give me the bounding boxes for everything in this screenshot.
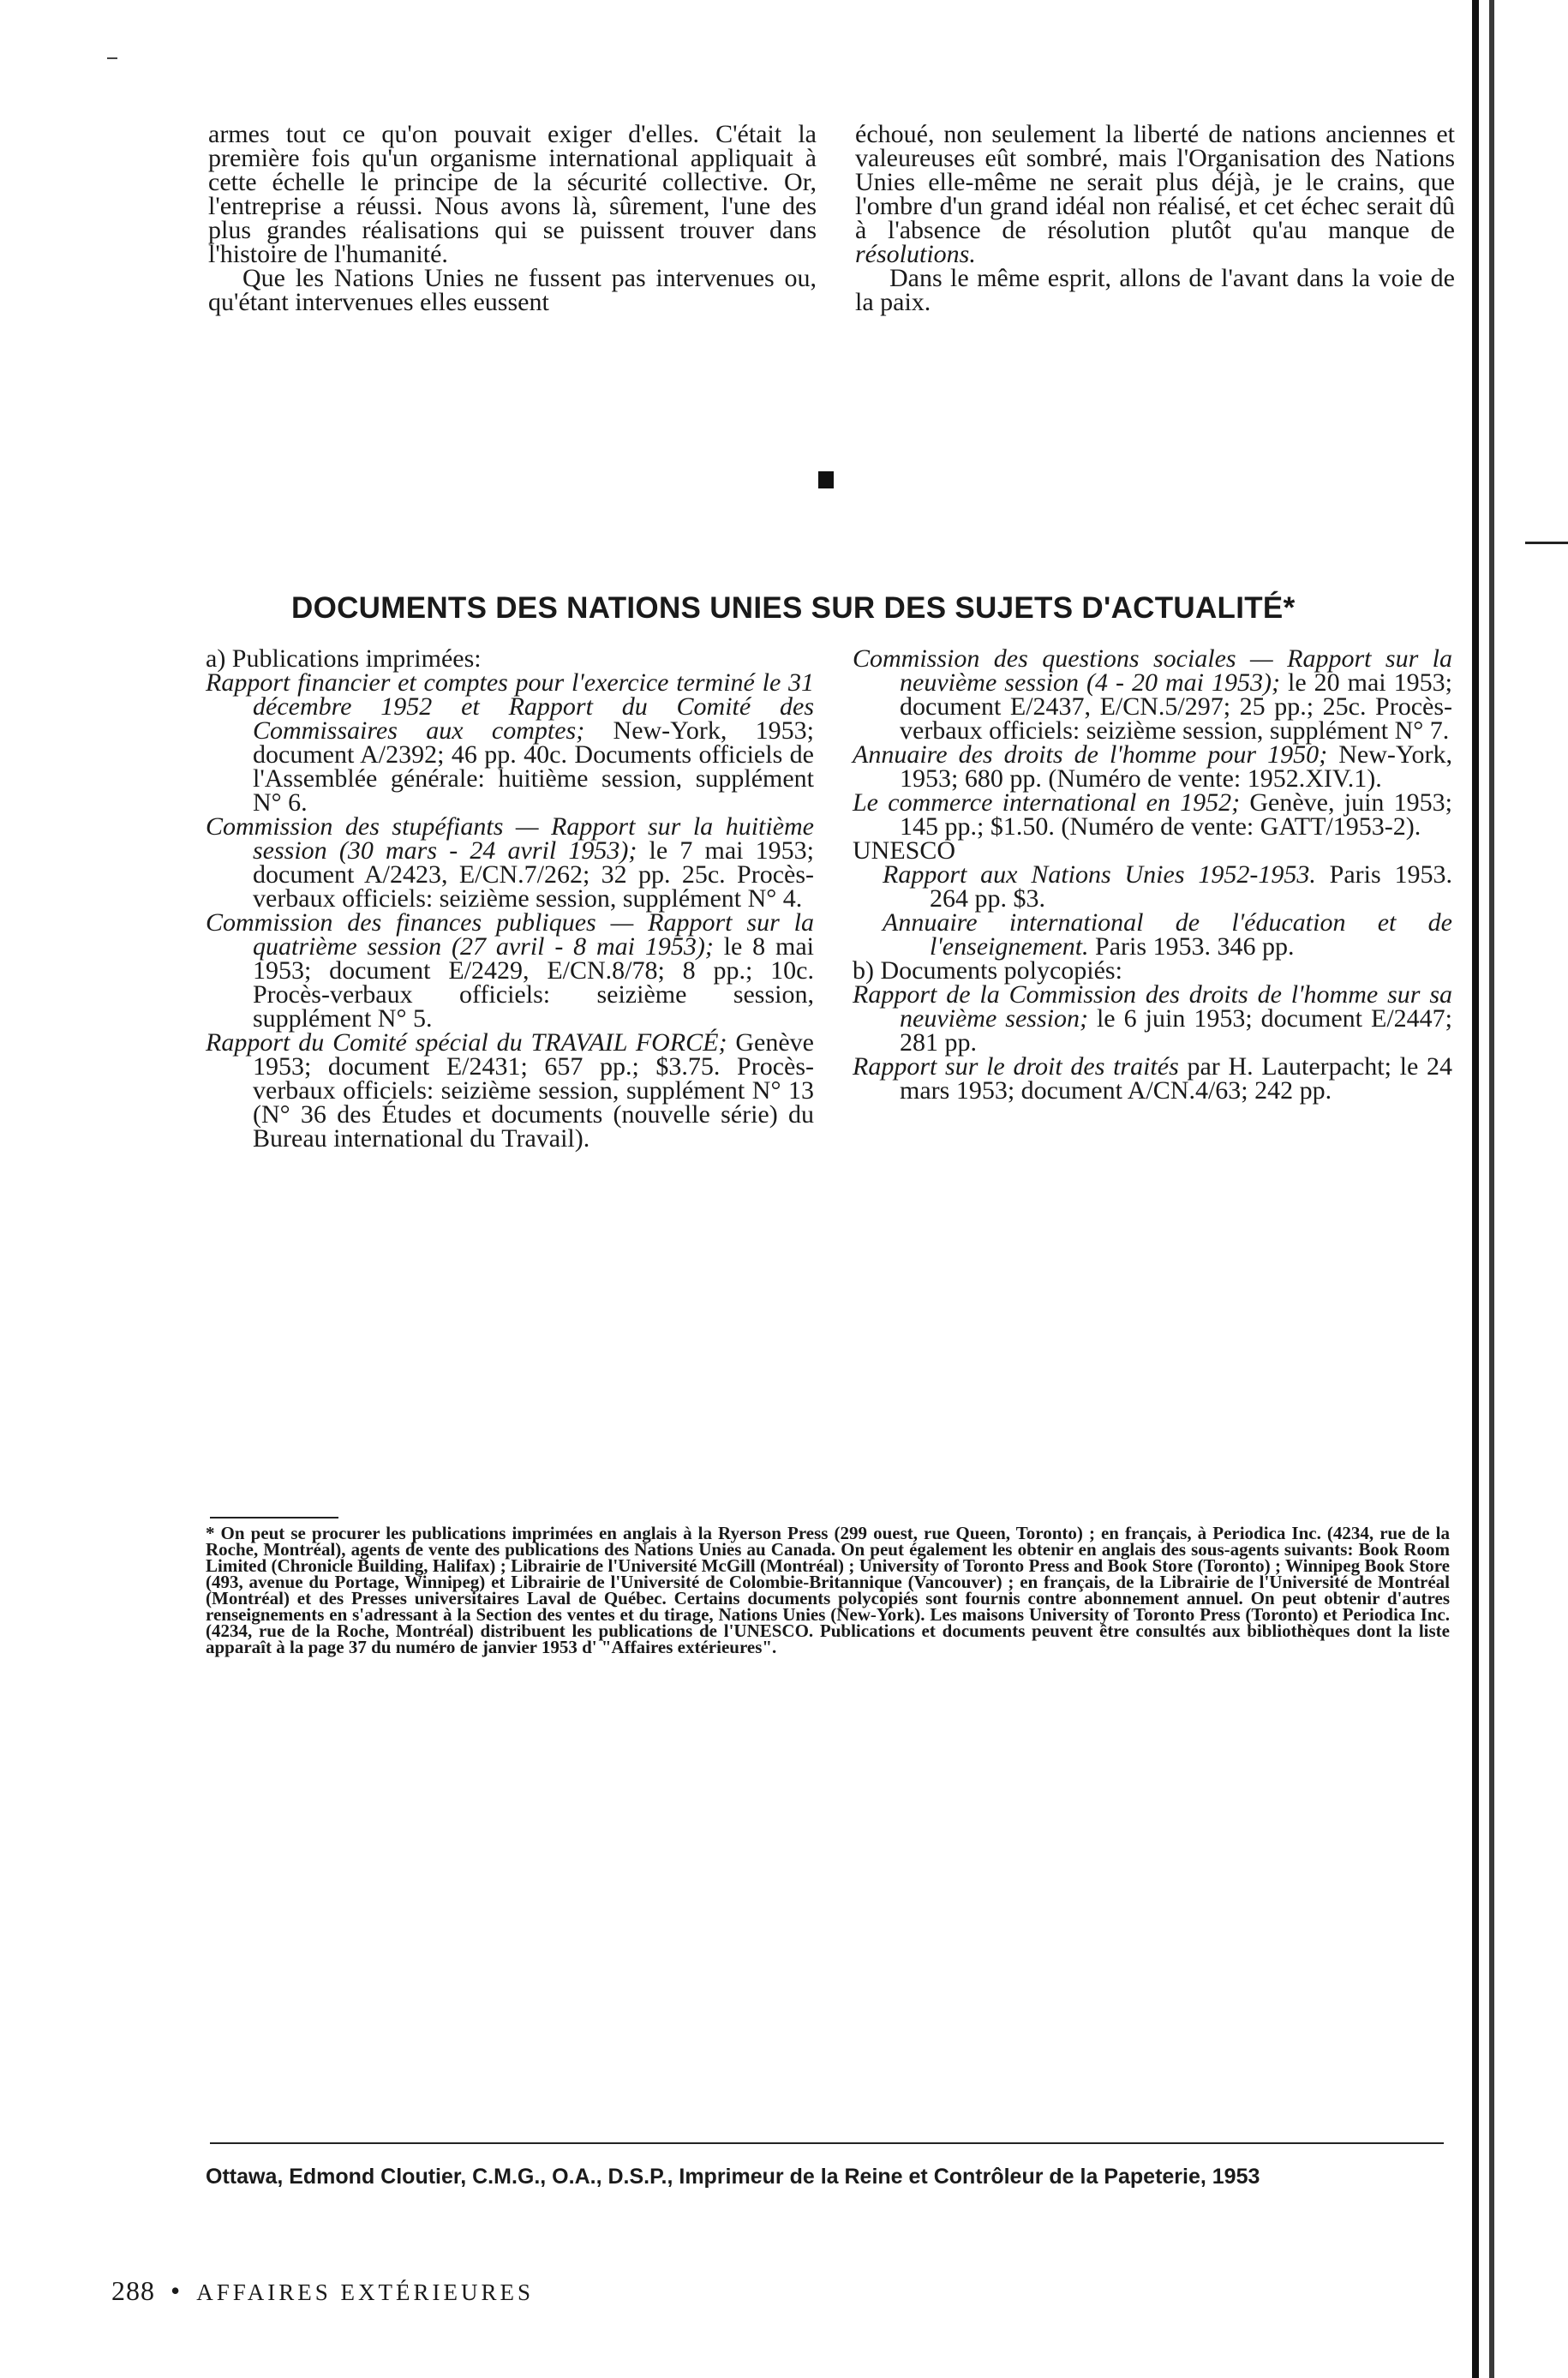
section-heading: DOCUMENTS DES NATIONS UNIES SUR DES SUJETS D'ACTUALITÉ* xyxy=(291,591,1296,625)
footnote: * On peut se procurer les publications imprimées en anglais à la Ryerson Press (299 ouest, rue Queen, Toronto) ; en français, à Periodica Inc. (4234, rue de la Roche, Montréal), agents de vente des publications des Nations Unies au Canada. On peut également les obtenir en anglais des sous-agents suivants: Book Room Limited (Chronicle Building, Halifax) ; Librairie de l'Université McGill (Montréal) ; University of Toronto Press and Book Store (Toronto) ; Winnipeg Book Store (493, avenue du Portage, Winnipeg) et Librairie de l'Université de Colombie-Britannique (Vancouver) ; en français, de la Librairie de l'Université de Montréal (Montréal) et des Presses universitaires Laval de Québec. Certains documents polycopiés sont fournis contre abonnement annuel. On peut obtenir d'autres renseignements en s'adressant à la Section des ventes et du tirage, Nations Unies (New-York). Les maisons University of Toronto Press (Toronto) et Periodica Inc. (4234, rue de la Roche, Montréal) distribuent les publications de l'UNESCO. Publications et documents peuvent être consultés aux bibliothèques dont la liste apparaît à la page 37 du numéro de janvier 1953 d' "Affaires extérieures". xyxy=(206,1523,1450,1657)
document-title: Commission des questions sociales — Rapport sur la neuvième session (4 - 20 mai 1953); xyxy=(853,644,1452,697)
top-right-column xyxy=(855,120,1455,316)
document-title: Rapport financier et comptes pour l'exercice terminé le 31 décembre 1952 et Rapport du Comité des Commissaires aux comptes; xyxy=(206,668,814,745)
document-title: Commission des stupéfiants — Rapport sur la huitième session (30 mars - 24 avril 1953); xyxy=(206,812,814,865)
document-entry xyxy=(206,668,814,817)
document-details: Genève, juin 1953; 145 pp.; $1.50. (Numéro de vente: GATT/1953-2). xyxy=(900,788,1452,841)
document-details: par H. Lauterpacht; le 24 mars 1953; document A/CN.4/63; 242 pp. xyxy=(900,1052,1453,1105)
document-title: Annuaire international de l'éducation et de l'enseignement. xyxy=(883,908,1452,961)
page-footer xyxy=(111,2275,534,2307)
margin-mark xyxy=(1525,542,1568,544)
document-details: Genève 1953; document E/2431; 657 pp.; $3.75. Procès-verbaux officiels: seizième session, supplément N° 13 (N° 36 des Études et documents (nouvelle série) du Bureau international du Travail). xyxy=(253,1028,814,1153)
top-left-column xyxy=(208,120,817,316)
document-details: le 8 mai 1953; document E/2429, E/CN.8/78; 8 pp.; 10c. Procès-verbaux officiels: seizième session, supplément N° 5. xyxy=(253,932,815,1033)
document-details: le 7 mai 1953; document A/2423, E/CN.7/262; 32 pp. 25c. Procès-verbaux officiels: seizième session, supplément N° 4. xyxy=(253,836,814,913)
left-paragraph-2: Que les Nations Unies ne fussent pas intervenues ou, qu'étant intervenues elles eussent xyxy=(208,264,817,316)
page-edge-border xyxy=(1472,0,1479,2378)
document-title: Rapport du Comité spécial du TRAVAIL FORCÉ; xyxy=(206,1028,727,1057)
document-entry xyxy=(853,980,1452,1057)
documents-left-column xyxy=(206,644,815,1153)
document-details: le 6 juin 1953; document E/2447; 281 pp. xyxy=(900,1004,1452,1057)
document-entry xyxy=(206,908,815,1033)
document-entry xyxy=(853,788,1452,841)
page-number: 288 xyxy=(111,2275,155,2306)
document-entry xyxy=(853,1052,1453,1105)
printed-publications-label: a) Publications imprimées: xyxy=(206,644,482,673)
document-details: Paris 1953. 346 pp. xyxy=(1088,932,1295,961)
section-separator-square xyxy=(818,471,834,488)
document-entry xyxy=(853,740,1453,793)
mimeographed-documents-label: b) Documents polycopiés: xyxy=(853,956,1122,985)
document-details: New-York, 1953; 680 pp. (Numéro de vente: 1952.XIV.1). xyxy=(900,740,1453,793)
document-details: Paris 1953. 264 pp. $3. xyxy=(930,860,1452,913)
document-entry xyxy=(206,812,814,913)
footer-bullet: • xyxy=(171,2275,182,2306)
document-title: Le commerce international en 1952; xyxy=(853,788,1241,817)
left-paragraph-1: armes tout ce qu'on pouvait exiger d'elles. C'était la première fois qu'un organisme international appliquait à cette échelle le principe de la sécurité collective. Or, l'entreprise a réussi. Nous avons là, sûrement, l'une des plus grandes réalisations qui se puissent trouver dans l'histoire de l'humanité. xyxy=(208,120,817,268)
footnote-rule xyxy=(210,1517,338,1518)
document-details: New-York, 1953; document A/2392; 46 pp. 40c. Documents officiels de l'Assemblée générale: huitième session, supplément N° 6. xyxy=(253,716,814,817)
right-paragraph-1-text: échoué, non seulement la liberté de nations anciennes et valeureuses eût sombré, mais l'Organisation des Nations Unies elle-même ne serait plus déjà, je le crains, que l'ombre d'un grand idéal non réalisé, et cet échec serait dû à l'absence de résolution plutôt qu'au manque de xyxy=(855,120,1455,244)
right-paragraph-2: Dans le même esprit, allons de l'avant dans la voie de la paix. xyxy=(855,264,1455,316)
document-title: Rapport de la Commission des droits de l'homme sur sa neuvième session; xyxy=(853,980,1452,1033)
document-entry xyxy=(206,1028,814,1153)
document-title: Commission des finances publiques — Rapport sur la quatrième session (27 avril - 8 mai 1953); xyxy=(206,908,814,961)
unesco-entry xyxy=(853,908,1452,961)
unesco-label: UNESCO xyxy=(853,836,956,865)
magazine-title: AFFAIRES EXTÉRIEURES xyxy=(196,2279,534,2305)
document-title: Rapport sur le droit des traités xyxy=(853,1052,1179,1081)
document-title: Annuaire des droits de l'homme pour 1950; xyxy=(853,740,1328,769)
unesco-entry xyxy=(853,860,1452,913)
page-edge-shadow xyxy=(1489,0,1494,2378)
scan-mark xyxy=(107,57,117,59)
document-details: le 20 mai 1953; document E/2437, E/CN.5/297; 25 pp.; 25c. Procès-verbaux officiels: seizième session, supplément N° 7. xyxy=(900,668,1452,745)
document-title: Rapport aux Nations Unies 1952-1953. xyxy=(883,860,1316,889)
imprint-rule xyxy=(210,2142,1444,2144)
printer-imprint: Ottawa, Edmond Cloutier, C.M.G., O.A., D.S.P., Imprimeur de la Reine et Contrôleur de la Papeterie, 1953 xyxy=(206,2165,1260,2189)
right-paragraph-1-emphasis: résolutions. xyxy=(855,240,976,268)
right-paragraph-1 xyxy=(855,120,1455,268)
documents-right-column xyxy=(853,644,1453,1105)
document-entry xyxy=(853,644,1452,745)
